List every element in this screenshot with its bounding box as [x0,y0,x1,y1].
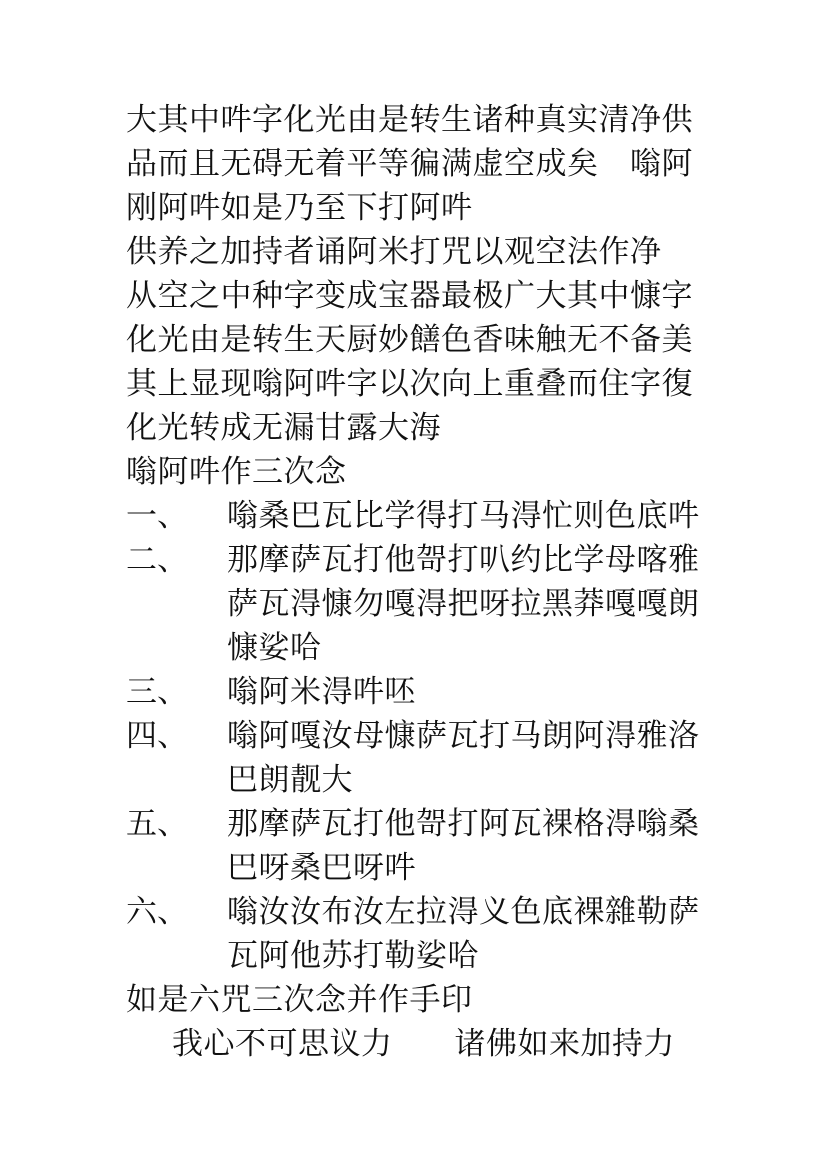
mantra-line: 瓦阿他苏打勒娑哈 [227,938,479,974]
mantra-line: 嗡阿嘎汝母慷萨瓦打马朗阿淂雅洛 [227,718,700,754]
text-line: 品而且无碍无着平等徧满虚空成矣 嗡阿 [126,146,693,182]
mantra-line: 巴呀桑巴呀吽 [227,850,416,886]
mantra-number: 三、 [126,674,188,710]
mantra-text [227,802,716,890]
text-line: 刚阿吽如是乃至下打阿吽 [126,190,473,226]
mantra-number: 四、 [126,718,188,754]
mantra-number: 五、 [126,806,188,842]
verse-right: 诸佛如来加持力 [454,1026,675,1062]
mantra-item-1 [126,494,716,538]
mantra-line: 慷娑哈 [227,630,322,666]
mantra-line: 嗡汝汝布汝左拉淂义色底裸雜勒萨 [227,894,700,930]
text-line: 化光转成无漏甘露大海 [126,410,441,446]
text-line: 其上显现嗡阿吽字以次向上重叠而住字復 [126,366,693,402]
mantra-text [227,714,716,802]
mantra-item-2 [126,538,716,670]
mantra-line: 嗡阿米淂吽呸 [227,674,416,710]
mantra-list [126,494,716,978]
mantra-item-6 [126,890,716,978]
verse-line [172,1022,716,1066]
mantra-item-4 [126,714,716,802]
mantra-number: 一、 [126,498,188,534]
mantra-number: 六、 [126,894,188,930]
verse-left: 我心不可思议力 [172,1026,393,1062]
mantra-text [227,890,716,978]
mantra-line: 那摩萨瓦打他哿打阿瓦裸格淂嗡桑 [227,806,700,842]
mantra-text [227,538,716,670]
text-line: 供养之加持者诵阿米打咒以观空法作净 [126,234,662,270]
mantra-item-3 [126,670,716,714]
paragraph-offering-purity [126,98,716,230]
mantra-text [227,494,716,538]
closing-line: 如是六咒三次念并作手印 [126,982,473,1018]
mantra-text [227,670,716,714]
mantra-line: 那摩萨瓦打他哿打叭约比学母喀雅 [227,542,700,578]
recite-heading: 嗡阿吽作三次念 [126,454,347,490]
mantra-item-5 [126,802,716,890]
document-body [126,98,716,1066]
text-line: 化光由是转生天厨妙饍色香味触无不备美 [126,322,693,358]
mantra-line: 萨瓦淂慷勿嘎淂把呀拉黑莽嘎嘎朗 [227,586,700,622]
text-line: 从空之中种字变成宝器最极广大其中慷字 [126,278,693,314]
text-line: 大其中吽字化光由是转生诸种真实清净供 [126,102,693,138]
mantra-line: 嗡桑巴瓦比学得打马淂忙则色底吽 [227,498,700,534]
mantra-number: 二、 [126,542,188,578]
paragraph-blessing-offering [126,230,716,450]
mantra-line: 巴朗靓大 [227,762,353,798]
